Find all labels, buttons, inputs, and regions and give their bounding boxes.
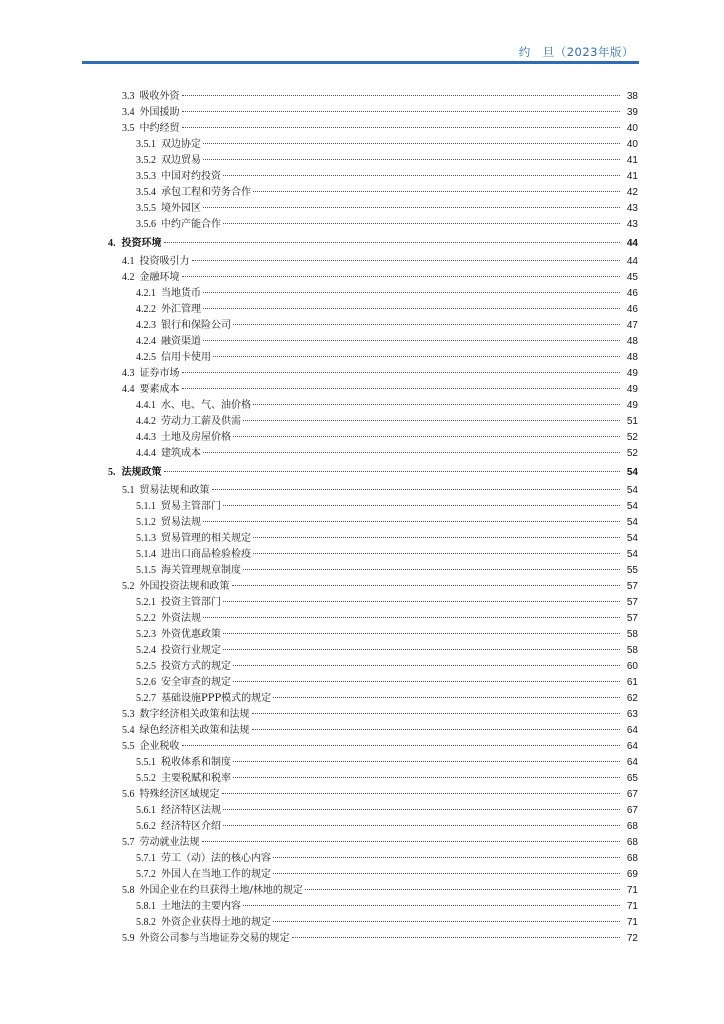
toc-entry-number: 5.6.1: [136, 805, 156, 816]
toc-entry[interactable]: [108, 819, 638, 835]
toc-entry-page: 48: [626, 352, 638, 363]
toc-leader-dots: [203, 340, 620, 341]
toc-entry-page: 54: [626, 517, 638, 528]
toc-leader-dots: [182, 95, 621, 96]
toc-entry-number: 3.5.5: [136, 203, 156, 214]
toc-entry-title: 绿色经济相关政策和法规: [139, 725, 250, 736]
toc-leader-dots: [212, 489, 621, 490]
toc-entry-page: 68: [626, 853, 638, 864]
toc-entry-page: 72: [626, 933, 638, 944]
toc-leader-dots: [203, 617, 620, 618]
toc-leader-dots: [243, 569, 620, 570]
toc-entry-page: 47: [626, 320, 638, 331]
toc-entry-page: 63: [626, 709, 638, 720]
toc-entry-number: 5.2.7: [136, 693, 156, 704]
toc-entry[interactable]: [108, 803, 638, 819]
toc-entry[interactable]: [108, 382, 638, 398]
toc-leader-dots: [273, 921, 620, 922]
toc-entry-page: 57: [626, 597, 638, 608]
toc-leader-dots: [233, 761, 620, 762]
toc-entry-page: 40: [626, 139, 638, 150]
toc-entry-title: 银行和保险公司: [161, 320, 231, 331]
toc-entry-number: 4.4.1: [136, 400, 156, 411]
toc-entry-page: 64: [626, 757, 638, 768]
toc-entry-page: 49: [626, 368, 638, 379]
toc-entry-title: 双边协定: [161, 139, 201, 150]
toc-entry-number: 5.: [108, 467, 116, 478]
toc-entry-title: 贸易主管部门: [161, 501, 221, 512]
toc-leader-dots: [182, 276, 621, 277]
toc-leader-dots: [223, 825, 620, 826]
toc-entry-title: 融资渠道: [161, 336, 201, 347]
toc-entry-number: 4.: [108, 238, 116, 249]
toc-leader-dots: [182, 388, 621, 389]
toc-leader-dots: [253, 553, 620, 554]
toc-entry[interactable]: [108, 366, 638, 382]
toc-leader-dots: [203, 292, 620, 293]
toc-entry-page: 40: [626, 123, 638, 134]
toc-entry-page: 41: [626, 171, 638, 182]
toc-leader-dots: [253, 404, 620, 405]
toc-entry[interactable]: [108, 201, 638, 217]
toc-leader-dots: [253, 191, 620, 192]
toc-entry-page: 44: [626, 256, 638, 267]
toc-leader-dots: [192, 260, 621, 261]
toc-leader-dots: [182, 745, 621, 746]
toc-entry-title: 当地货币: [161, 288, 201, 299]
toc-entry-page: 71: [626, 901, 638, 912]
toc-entry-title: 投资吸引力: [139, 256, 190, 267]
toc-leader-dots: [164, 471, 621, 472]
header-rule: [82, 61, 639, 64]
toc-entry[interactable]: [108, 739, 638, 755]
toc-entry-number: 5.5.2: [136, 773, 156, 784]
toc-entry-number: 5.8.1: [136, 901, 156, 912]
toc-leader-dots: [233, 436, 620, 437]
toc-entry-number: 4.4: [122, 384, 135, 395]
toc-entry[interactable]: [108, 398, 638, 414]
toc-entry-title: 外国援助: [139, 107, 180, 118]
toc-leader-dots: [252, 729, 621, 730]
toc-entry-page: 67: [626, 789, 638, 800]
toc-entry-page: 41: [626, 155, 638, 166]
toc-entry[interactable]: [108, 611, 638, 627]
toc-entry[interactable]: [108, 446, 638, 462]
toc-entry-title: 吸收外资: [139, 91, 180, 102]
toc-entry[interactable]: [108, 931, 638, 947]
toc-entry-title: 特殊经济区域规定: [139, 789, 220, 800]
toc-entry[interactable]: [108, 483, 638, 499]
toc-entry-title: 外国投资法规和政策: [139, 581, 230, 592]
toc-entry-number: 3.5.4: [136, 187, 156, 198]
toc-entry-page: 38: [626, 91, 638, 102]
toc-entry-title: 外资优惠政策: [161, 629, 221, 640]
toc-entry-number: 3.5: [122, 123, 135, 134]
toc-entry-page: 71: [626, 885, 638, 896]
toc-leader-dots: [223, 649, 620, 650]
toc-leader-dots: [203, 207, 620, 208]
toc-entry-number: 5.8.2: [136, 917, 156, 928]
toc-entry-title: 建筑成本: [161, 448, 201, 459]
toc-entry-number: 5.6: [122, 789, 135, 800]
toc-leader-dots: [203, 308, 620, 309]
toc-entry-title: 企业税收: [139, 741, 180, 752]
toc-entry-page: 54: [626, 467, 638, 478]
toc-leader-dots: [182, 111, 621, 112]
toc-entry[interactable]: [108, 755, 638, 771]
toc-entry-number: 5.7.2: [136, 869, 156, 880]
toc-entry[interactable]: [108, 137, 638, 153]
toc-entry-number: 4.4.3: [136, 432, 156, 443]
toc-entry-number: 3.5.6: [136, 219, 156, 230]
toc-entry[interactable]: [108, 547, 638, 563]
toc-entry-number: 5.6.2: [136, 821, 156, 832]
toc-entry-title: 法规政策: [121, 467, 162, 478]
toc-entry-number: 4.3: [122, 368, 135, 379]
toc-entry-page: 65: [626, 773, 638, 784]
toc-entry-title: 中约经贸: [139, 123, 180, 134]
toc-entry-number: 4.2.1: [136, 288, 156, 299]
toc-entry-title: 外资企业获得土地的规定: [161, 917, 271, 928]
toc-entry-title: 证券市场: [139, 368, 180, 379]
toc-entry[interactable]: [108, 691, 638, 707]
toc-entry-number: 5.8: [122, 885, 135, 896]
toc-leader-dots: [252, 713, 621, 714]
toc-entry-number: 5.2.5: [136, 661, 156, 672]
toc-entry[interactable]: [108, 579, 638, 595]
toc-entry[interactable]: [108, 499, 638, 515]
toc-chapter-entry[interactable]: [108, 463, 638, 482]
toc-entry-page: 54: [626, 485, 638, 496]
toc-entry-page: 67: [626, 805, 638, 816]
toc-entry[interactable]: [108, 121, 638, 137]
toc-entry[interactable]: [108, 286, 638, 302]
toc-entry-title: 境外园区: [161, 203, 201, 214]
toc-entry[interactable]: [108, 153, 638, 169]
page-header: [0, 0, 724, 66]
toc-entry-number: 4.2.5: [136, 352, 156, 363]
toc-entry-number: 5.1.3: [136, 533, 156, 544]
toc-entry-page: 69: [626, 869, 638, 880]
toc-leader-dots: [203, 521, 620, 522]
toc-entry[interactable]: [108, 707, 638, 723]
toc-leader-dots: [233, 777, 620, 778]
toc-leader-dots: [292, 937, 621, 938]
toc-entry-page: 55: [626, 565, 638, 576]
toc-entry-number: 5.1.5: [136, 565, 156, 576]
toc-leader-dots: [222, 793, 621, 794]
toc-entry-title: 海关管理规章制度: [161, 565, 241, 576]
toc-entry[interactable]: [108, 169, 638, 185]
toc-leader-dots: [203, 143, 620, 144]
toc-entry-page: 39: [626, 107, 638, 118]
toc-leader-dots: [223, 223, 620, 224]
toc-entry-page: 62: [626, 693, 638, 704]
toc-leader-dots: [253, 537, 620, 538]
toc-leader-dots: [203, 452, 620, 453]
toc-entry-number: 5.1.2: [136, 517, 156, 528]
toc-entry-title: 税收体系和制度: [161, 757, 231, 768]
toc-entry-page: 64: [626, 741, 638, 752]
toc-entry-number: 3.4: [122, 107, 135, 118]
toc-leader-dots: [203, 159, 620, 160]
toc-entry-title: 土地法的主要内容: [161, 901, 241, 912]
toc-entry-title: 投资环境: [121, 238, 162, 249]
toc-entry[interactable]: [108, 414, 638, 430]
toc-entry-page: 64: [626, 725, 638, 736]
toc-entry-title: 中约产能合作: [161, 219, 221, 230]
toc-leader-dots: [233, 665, 620, 666]
toc-entry-title: 劳动力工薪及供需: [161, 416, 241, 427]
toc-entry-page: 49: [626, 400, 638, 411]
toc-entry-title: 安全审查的规定: [161, 677, 231, 688]
toc-entry[interactable]: [108, 334, 638, 350]
toc-entry[interactable]: [108, 350, 638, 366]
toc-entry-title: 外国人在当地工作的规定: [161, 869, 271, 880]
toc-entry-number: 5.9: [122, 933, 135, 944]
toc-entry-number: 5.5.1: [136, 757, 156, 768]
toc-entry-title: 外资法规: [161, 613, 201, 624]
toc-entry-number: 3.3: [122, 91, 135, 102]
toc-entry-page: 57: [626, 613, 638, 624]
toc-entry-title: 贸易管理的相关规定: [161, 533, 251, 544]
toc-entry-number: 5.2.3: [136, 629, 156, 640]
toc-entry-page: 46: [626, 288, 638, 299]
toc-entry-title: 投资行业规定: [161, 645, 221, 656]
toc-entry[interactable]: [108, 531, 638, 547]
toc-entry-number: 3.5.3: [136, 171, 156, 182]
toc-entry-page: 46: [626, 304, 638, 315]
toc-entry-page: 51: [626, 416, 638, 427]
toc-entry[interactable]: [108, 643, 638, 659]
toc-entry-number: 5.2.6: [136, 677, 156, 688]
toc-entry[interactable]: [108, 787, 638, 803]
toc-entry-number: 4.4.4: [136, 448, 156, 459]
toc-entry-page: 43: [626, 219, 638, 230]
toc-entry-page: 54: [626, 501, 638, 512]
toc-entry[interactable]: [108, 105, 638, 121]
toc-entry-page: 49: [626, 384, 638, 395]
toc-entry-title: 贸易法规: [161, 517, 201, 528]
toc-leader-dots: [243, 905, 620, 906]
toc-entry-number: 3.5.2: [136, 155, 156, 166]
toc-entry-number: 5.5: [122, 741, 135, 752]
toc-leader-dots: [223, 809, 620, 810]
toc-entry-number: 5.2.2: [136, 613, 156, 624]
toc-entry[interactable]: [108, 595, 638, 611]
toc-entry-page: 68: [626, 821, 638, 832]
toc-leader-dots: [182, 127, 621, 128]
toc-entry-number: 5.7: [122, 837, 135, 848]
toc-entry-title: 基础设施PPP模式的规定: [161, 693, 272, 704]
toc-entry[interactable]: [108, 627, 638, 643]
toc-entry[interactable]: [108, 867, 638, 883]
toc-entry[interactable]: [108, 851, 638, 867]
toc-entry-title: 土地及房屋价格: [161, 432, 231, 443]
toc-entry[interactable]: [108, 217, 638, 233]
toc-entry[interactable]: [108, 89, 638, 105]
toc-entry[interactable]: [108, 254, 638, 270]
toc-entry-title: 外国企业在约旦获得土地/林地的规定: [139, 885, 303, 896]
toc-entry-number: 4.4.2: [136, 416, 156, 427]
toc-entry-page: 54: [626, 549, 638, 560]
toc-entry-page: 68: [626, 837, 638, 848]
toc-entry-title: 水、电、气、油价格: [161, 400, 251, 411]
toc-leader-dots: [273, 697, 620, 698]
toc-entry[interactable]: [108, 899, 638, 915]
toc-entry-title: 经济特区法规: [161, 805, 221, 816]
toc-leader-dots: [223, 633, 620, 634]
toc-entry-page: 48: [626, 336, 638, 347]
toc-leader-dots: [223, 175, 620, 176]
toc-entry[interactable]: [108, 915, 638, 931]
toc-entry-number: 5.1.4: [136, 549, 156, 560]
toc-entry-title: 经济特区介绍: [161, 821, 221, 832]
toc-entry-title: 投资主管部门: [161, 597, 221, 608]
toc-entry-title: 中国对约投资: [161, 171, 221, 182]
toc-entry-page: 58: [626, 629, 638, 640]
toc-entry-title: 主要税赋和税率: [161, 773, 231, 784]
header-title: 约 旦（2023年版）: [518, 45, 634, 59]
toc-entry-number: 5.1: [122, 485, 135, 496]
toc-entry[interactable]: [108, 185, 638, 201]
toc-entry-title: 劳工（动）法的核心内容: [161, 853, 271, 864]
toc-entry-title: 贸易法规和政策: [139, 485, 210, 496]
toc-entry[interactable]: [108, 659, 638, 675]
toc-entry[interactable]: [108, 270, 638, 286]
toc-entry-number: 5.2.1: [136, 597, 156, 608]
table-of-contents: [108, 89, 638, 947]
toc-entry[interactable]: [108, 302, 638, 318]
toc-entry-title: 承包工程和劳务合作: [161, 187, 251, 198]
toc-entry-title: 投资方式的规定: [161, 661, 231, 672]
toc-entry-title: 数字经济相关政策和法规: [139, 709, 250, 720]
toc-leader-dots: [232, 585, 621, 586]
toc-leader-dots: [233, 324, 620, 325]
toc-leader-dots: [243, 420, 620, 421]
toc-entry-page: 42: [626, 187, 638, 198]
toc-entry[interactable]: [108, 835, 638, 851]
toc-leader-dots: [202, 841, 621, 842]
toc-leader-dots: [223, 601, 620, 602]
toc-entry-page: 52: [626, 448, 638, 459]
toc-entry-title: 劳动就业法规: [139, 837, 200, 848]
toc-entry[interactable]: [108, 675, 638, 691]
toc-entry-number: 4.2.4: [136, 336, 156, 347]
toc-entry-title: 外汇管理: [161, 304, 201, 315]
toc-entry-number: 4.1: [122, 256, 135, 267]
toc-entry-number: 5.4: [122, 725, 135, 736]
toc-entry-title: 金融环境: [139, 272, 180, 283]
toc-entry-title: 外资公司参与当地证券交易的规定: [139, 933, 290, 944]
toc-entry-page: 44: [626, 238, 638, 249]
toc-entry-number: 5.7.1: [136, 853, 156, 864]
toc-entry[interactable]: [108, 563, 638, 579]
toc-entry-number: 5.3: [122, 709, 135, 720]
toc-entry-number: 5.2: [122, 581, 135, 592]
toc-entry-page: 45: [626, 272, 638, 283]
toc-leader-dots: [273, 873, 620, 874]
toc-entry[interactable]: [108, 318, 638, 334]
toc-leader-dots: [273, 857, 620, 858]
toc-entry-page: 52: [626, 432, 638, 443]
toc-entry[interactable]: [108, 883, 638, 899]
toc-leader-dots: [223, 505, 620, 506]
toc-entry-number: 5.2.4: [136, 645, 156, 656]
toc-chapter-entry[interactable]: [108, 234, 638, 253]
toc-entry-page: 43: [626, 203, 638, 214]
toc-entry-number: 4.2.3: [136, 320, 156, 331]
toc-entry-page: 54: [626, 533, 638, 544]
toc-entry[interactable]: [108, 430, 638, 446]
toc-leader-dots: [182, 372, 621, 373]
toc-entry-number: 4.2.2: [136, 304, 156, 315]
toc-entry[interactable]: [108, 515, 638, 531]
toc-entry-page: 60: [626, 661, 638, 672]
toc-entry-title: 信用卡使用: [161, 352, 211, 363]
toc-entry-page: 57: [626, 581, 638, 592]
toc-entry-page: 58: [626, 645, 638, 656]
toc-entry[interactable]: [108, 771, 638, 787]
toc-leader-dots: [233, 681, 620, 682]
toc-entry[interactable]: [108, 723, 638, 739]
toc-entry-title: 进出口商品检验检疫: [161, 549, 251, 560]
toc-leader-dots: [164, 242, 621, 243]
toc-entry-page: 61: [626, 677, 638, 688]
toc-entry-number: 3.5.1: [136, 139, 156, 150]
toc-leader-dots: [305, 889, 620, 890]
toc-entry-title: 双边贸易: [161, 155, 201, 166]
toc-leader-dots: [213, 356, 620, 357]
toc-entry-title: 要素成本: [139, 384, 180, 395]
toc-entry-number: 5.1.1: [136, 501, 156, 512]
toc-entry-page: 71: [626, 917, 638, 928]
toc-entry-number: 4.2: [122, 272, 135, 283]
